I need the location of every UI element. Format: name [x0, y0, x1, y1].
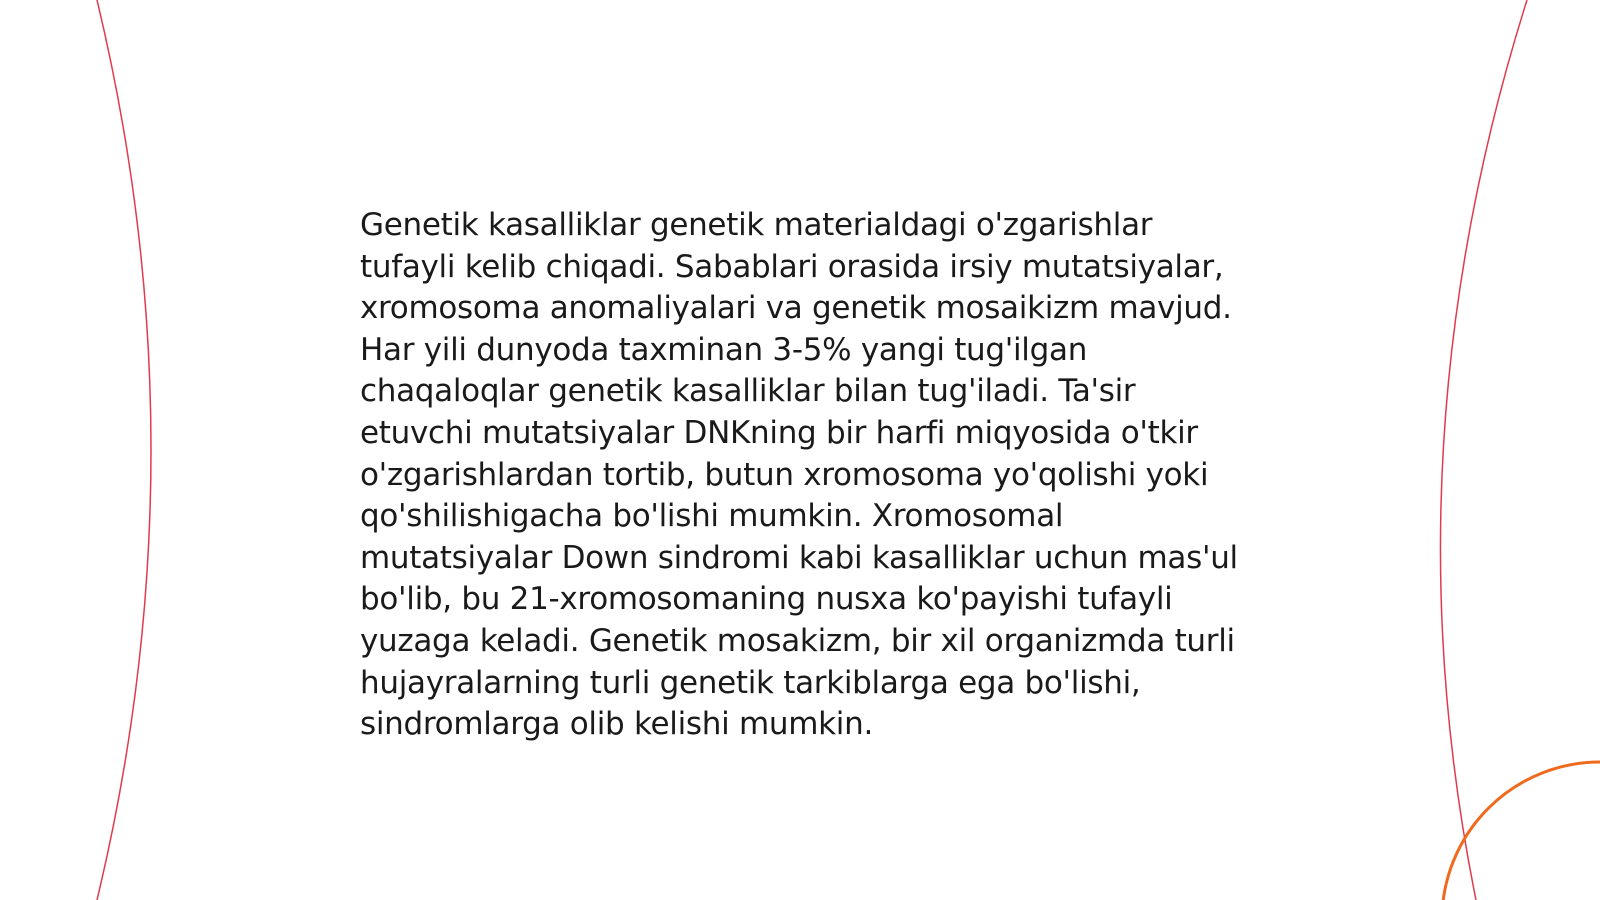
orange-accent-arc: [1442, 762, 1600, 900]
right-decorative-curve: [1440, 0, 1527, 900]
left-decorative-curve: [97, 0, 151, 900]
slide-body-text: Genetik kasalliklar genetik materialdagi o'zgarishlar tufayli kelib chiqadi. Sabablari orasida irsiy mutatsiyalar, xromosoma anomaliyalari va genetik mosaikizm mavjud. Har yili dunyoda taxminan 3-5% yangi tug'ilgan chaqaloqlar genetik kasalliklar bilan tug'iladi. Ta'sir etuvchi mutatsiyalar DNKning bir harfi miqyosida o'tkir o'zgarishlardan tortib, butun xromosoma yo'qolishi yoki qo'shilishigacha bo'lishi mumkin. Xromosomal mutatsiyalar Down sindromi kabi kasalliklar uchun mas'ul bo'lib, bu 21-xromosomaning nusxa ko'payishi tufayli yuzaga keladi. Genetik mosakizm, bir xil organizmda turli hujayralarning turli genetik tarkiblarga ega bo'lishi, sindromlarga olib kelishi mumkin.: [360, 207, 1238, 743]
